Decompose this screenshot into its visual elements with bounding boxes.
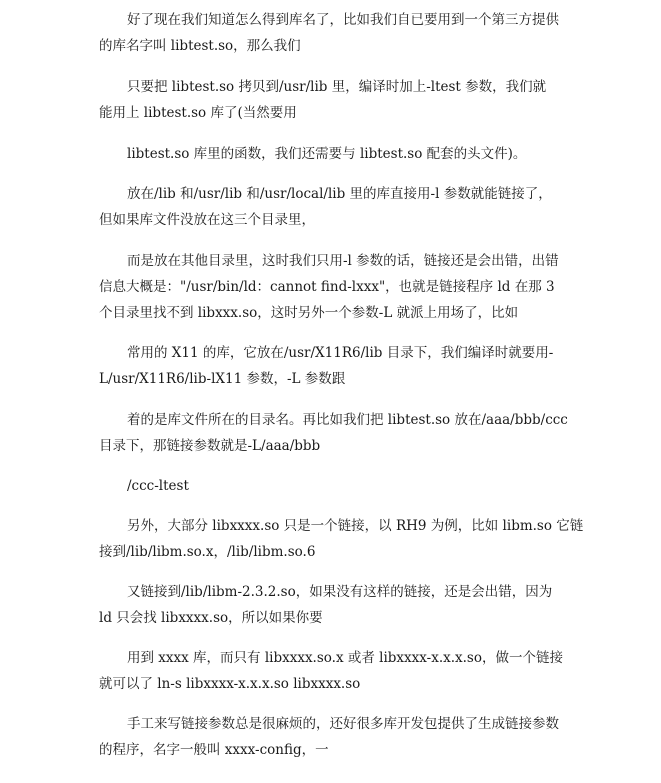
paragraph (99, 248, 599, 326)
text-line: 个目录里找不到 libxxx.so，这时另外一个参数-L 就派上用场了，比如 (99, 305, 519, 321)
text-line: 就可以了 ln-s libxxxx-x.x.x.so libxxxx.so (99, 676, 361, 692)
paragraph (99, 645, 599, 697)
text-line: 能用上 libtest.so 库了(当然要用 (99, 105, 297, 121)
paragraph (99, 407, 599, 459)
text-line: libtest.so 库里的函数，我们还需要与 libtest.so 配套的头文件)。 (127, 146, 527, 162)
text-line: 而是放在其他目录里，这时我们只用-l 参数的话，链接还是会出错，出错 (127, 253, 559, 269)
text-line: 又链接到/lib/libm-2.3.2.so，如果没有这样的链接，还是会出错，因为 (127, 584, 553, 600)
text-line: /ccc-ltest (127, 478, 189, 494)
text-line: 目录下，那链接参数就是-L/aaa/bbb (99, 438, 321, 454)
paragraph (99, 74, 599, 126)
paragraph (99, 7, 599, 59)
text-line: 另外，大部分 libxxxx.so 只是一个链接，以 RH9 为例，比如 libm.so 它链 (127, 518, 584, 534)
text-line: 只要把 libtest.so 拷贝到/usr/lib 里，编译时加上-ltest 参数，我们就 (127, 79, 547, 95)
text-line: L/usr/X11R6/lib-lX11 参数，-L 参数跟 (99, 371, 346, 387)
text-line: 着的是库文件所在的目录名。再比如我们把 libtest.so 放在/aaa/bbb/ccc (127, 412, 568, 428)
paragraph (99, 141, 599, 167)
text-line: 但如果库文件没放在这三个目录里， (99, 212, 315, 228)
text-line: 的库名字叫 libtest.so，那么我们 (99, 38, 301, 54)
text-line: 常用的 X11 的库，它放在/usr/X11R6/lib 目录下，我们编译时就要用- (127, 345, 554, 361)
paragraph (99, 181, 599, 233)
text-line: 手工来写链接参数总是很麻烦的，还好很多库开发包提供了生成链接参数 (127, 716, 559, 732)
text-line: 的程序，名字一般叫 xxxx-config，一 (99, 742, 329, 758)
text-line: 放在/lib 和/usr/lib 和/usr/local/lib 里的库直接用-l 参数就能链接了， (127, 186, 552, 202)
text-line: 信息大概是："/usr/bin/ld：cannot find-lxxx"，也就是链接程序 ld 在那 3 (99, 279, 555, 295)
text-line: 好了现在我们知道怎么得到库名了，比如我们自已要用到一个第三方提供 (127, 12, 559, 28)
paragraph (99, 340, 599, 392)
text-line: ld 只会找 libxxxx.so，所以如果你要 (99, 610, 323, 626)
text-line: 接到/lib/libm.so.x，/lib/libm.so.6 (99, 544, 316, 560)
paragraph (99, 579, 599, 631)
text-line: 用到 xxxx 库，而只有 libxxxx.so.x 或者 libxxxx-x.x.x.so，做一个链接 (127, 650, 563, 666)
paragraph (99, 711, 599, 763)
paragraph (99, 473, 599, 499)
paragraph (99, 513, 599, 565)
